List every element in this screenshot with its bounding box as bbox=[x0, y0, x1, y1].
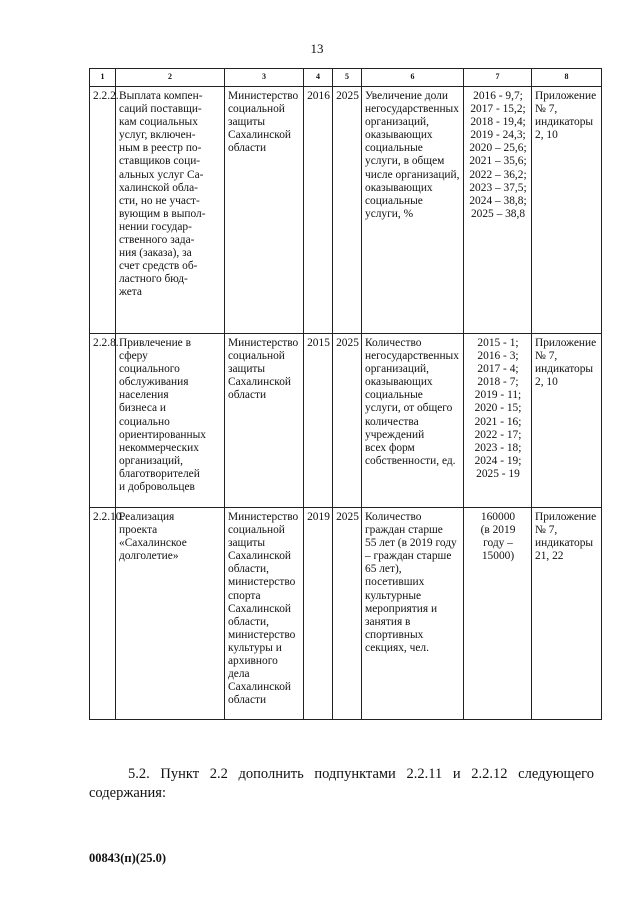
indicator-line: негосударственных bbox=[365, 350, 459, 363]
appendix-line: Приложение bbox=[535, 511, 597, 523]
col-header-7: 7 bbox=[464, 69, 532, 87]
indicator-line: всех форм bbox=[365, 441, 415, 454]
indicator-cell bbox=[362, 334, 464, 508]
event-line: кам социальных bbox=[119, 116, 198, 129]
values-line: 2020 – 25,6; bbox=[469, 142, 527, 155]
values-line: 2016 - 9,7; bbox=[473, 90, 523, 102]
indicator-line: организаций, bbox=[365, 116, 429, 129]
indicator-line: граждан старше bbox=[365, 524, 443, 537]
event-line: социального bbox=[119, 363, 180, 376]
indicator-line: Количество bbox=[365, 511, 422, 523]
end-year-cell: 2025 bbox=[333, 334, 362, 508]
col-header-2: 2 bbox=[116, 69, 225, 87]
executor-line: Сахалинской bbox=[228, 602, 292, 615]
indicator-line: числе организаций, bbox=[365, 168, 460, 181]
executor-line: Сахалинской bbox=[228, 376, 292, 389]
indicator-cell bbox=[362, 87, 464, 334]
start-year-cell: 2019 bbox=[304, 508, 333, 720]
indicator-line: посетивших bbox=[365, 576, 425, 589]
executor-line: архивного bbox=[228, 655, 278, 668]
executor-line: защиты bbox=[228, 116, 266, 129]
event-line: ния (заказа), за bbox=[119, 247, 192, 260]
event-line: некоммерческих bbox=[119, 441, 199, 454]
indicator-line: Количество bbox=[365, 337, 422, 349]
event-line: обслуживания bbox=[119, 376, 189, 389]
indicator-line: – граждан старше bbox=[365, 550, 452, 563]
event-line: сти, но не участ- bbox=[119, 194, 200, 207]
executor-line: Сахалинской bbox=[228, 681, 292, 694]
values-line: 2021 - 16; bbox=[474, 415, 522, 428]
event-cell bbox=[116, 87, 225, 334]
event-line: ным в реестр по- bbox=[119, 142, 202, 155]
indicator-line: культурные bbox=[365, 589, 422, 602]
event-line: проекта bbox=[119, 524, 158, 537]
appendix-line: 2, 10 bbox=[535, 129, 558, 142]
indicator-line: организаций, bbox=[365, 363, 429, 376]
executor-line: спорта bbox=[228, 589, 261, 602]
values-line: 2019 - 11; bbox=[474, 389, 522, 402]
indicator-line: оказывающих bbox=[365, 376, 433, 389]
indicator-line: негосударственных bbox=[365, 103, 459, 116]
indicator-cell bbox=[362, 508, 464, 720]
values-line: 2022 – 36,2; bbox=[469, 168, 527, 181]
event-line: жета bbox=[119, 286, 142, 299]
executor-cell bbox=[225, 508, 304, 720]
end-year-cell: 2025 bbox=[333, 508, 362, 720]
appendix-line: 2, 10 bbox=[535, 376, 558, 389]
event-line: социально bbox=[119, 415, 170, 428]
event-line: халинской обла- bbox=[119, 181, 198, 194]
executor-line: Министерство bbox=[228, 337, 299, 349]
event-line: населения bbox=[119, 389, 169, 402]
indicator-line: социальные bbox=[365, 389, 423, 402]
event-line: счет средств об- bbox=[119, 260, 198, 273]
table-row bbox=[90, 87, 602, 334]
appendix-cell bbox=[532, 508, 602, 720]
executor-line: области bbox=[228, 389, 267, 402]
event-line: Привлечение в bbox=[119, 337, 191, 349]
values-line: 2015 - 1; bbox=[477, 337, 519, 349]
event-line: бизнеса и bbox=[119, 402, 167, 415]
event-line: и добровольцев bbox=[119, 481, 195, 494]
indicator-line: мероприятия и bbox=[365, 602, 438, 615]
start-year-cell: 2015 bbox=[304, 334, 333, 508]
values-line: 2019 - 24,3; bbox=[470, 129, 526, 142]
values-line: 2018 - 19,4; bbox=[470, 116, 526, 129]
values-line: (в 2019 bbox=[480, 524, 516, 537]
program-table bbox=[89, 68, 602, 720]
executor-line: дела bbox=[228, 668, 250, 681]
indicator-line: количества bbox=[365, 415, 419, 428]
event-line: ставщиков соци- bbox=[119, 155, 201, 168]
executor-line: министерство bbox=[228, 628, 296, 641]
event-line: Выплата компен- bbox=[119, 90, 203, 102]
values-line: 2022 - 17; bbox=[474, 428, 522, 441]
document-code: 00843(п)(25.0) bbox=[89, 851, 166, 865]
values-line: году – bbox=[483, 537, 513, 550]
values-line: 2025 – 38,8 bbox=[470, 207, 526, 220]
values-cell bbox=[464, 508, 532, 720]
executor-line: Министерство bbox=[228, 511, 299, 523]
appendix-line: индикаторы bbox=[535, 363, 594, 376]
event-cell bbox=[116, 508, 225, 720]
col-header-3: 3 bbox=[225, 69, 304, 87]
table-row bbox=[90, 334, 602, 508]
event-line: услуг, включен- bbox=[119, 129, 196, 142]
values-cell bbox=[464, 87, 532, 334]
event-line: ориентированных bbox=[119, 428, 206, 441]
row-number: 2.2.8. bbox=[90, 334, 116, 508]
values-line: 160000 bbox=[480, 511, 516, 523]
col-header-6: 6 bbox=[362, 69, 464, 87]
appendix-line: № 7, bbox=[535, 350, 558, 363]
indicator-line: социальные bbox=[365, 194, 423, 207]
event-line: сферу bbox=[119, 350, 148, 363]
appendix-line: № 7, bbox=[535, 103, 558, 116]
values-cell bbox=[464, 334, 532, 508]
indicator-line: 65 лет), bbox=[365, 563, 402, 576]
event-line: альных услуг Са- bbox=[119, 168, 204, 181]
indicator-line: спортивных bbox=[365, 628, 424, 641]
values-line: 2025 - 19 bbox=[476, 467, 520, 480]
executor-line: области bbox=[228, 142, 267, 155]
values-line: 2021 – 35,6; bbox=[469, 155, 527, 168]
event-line: ственного зада- bbox=[119, 234, 195, 247]
indicator-line: социальные bbox=[365, 142, 423, 155]
indicator-line: услуги, % bbox=[365, 207, 414, 220]
indicator-line: собственности, ед. bbox=[365, 454, 456, 467]
col-header-5: 5 bbox=[333, 69, 362, 87]
executor-line: защиты bbox=[228, 537, 266, 550]
executor-line: Сахалинской bbox=[228, 550, 292, 563]
event-line: «Сахалинское bbox=[119, 537, 187, 550]
indicator-line: оказывающих bbox=[365, 129, 433, 142]
executor-line: культуры и bbox=[228, 641, 282, 654]
values-line: 2020 - 15; bbox=[474, 402, 522, 415]
values-line: 2023 – 37,5; bbox=[469, 181, 527, 194]
values-line: 2024 - 19; bbox=[474, 454, 522, 467]
row-number: 2.2.2. bbox=[90, 87, 116, 334]
executor-cell bbox=[225, 334, 304, 508]
executor-line: области bbox=[228, 694, 267, 707]
executor-line: социальной bbox=[228, 524, 285, 537]
executor-cell bbox=[225, 87, 304, 334]
end-year-cell: 2025 bbox=[333, 87, 362, 334]
indicator-line: оказывающих bbox=[365, 181, 433, 194]
event-cell bbox=[116, 334, 225, 508]
values-line: 2016 - 3; bbox=[477, 350, 519, 363]
appendix-line: Приложение bbox=[535, 90, 597, 102]
event-line: ластного бюд- bbox=[119, 273, 188, 286]
event-line: Реализация bbox=[119, 511, 175, 523]
executor-line: социальной bbox=[228, 103, 285, 116]
start-year-cell: 2016 bbox=[304, 87, 333, 334]
row-number: 2.2.10. bbox=[90, 508, 116, 720]
indicator-line: услуги, в общем bbox=[365, 155, 445, 168]
amendment-paragraph: 5.2. Пункт 2.2 дополнить подпунктами 2.2.11 и 2.2.12 следующего содержания: bbox=[89, 766, 594, 801]
appendix-line: № 7, bbox=[535, 524, 558, 537]
event-line: организаций, bbox=[119, 454, 183, 467]
executor-line: защиты bbox=[228, 363, 266, 376]
col-header-1: 1 bbox=[90, 69, 116, 87]
values-line: 2018 - 7; bbox=[477, 376, 519, 389]
executor-line: министерство bbox=[228, 576, 296, 589]
executor-line: Сахалинской bbox=[228, 129, 292, 142]
executor-line: Министерство bbox=[228, 90, 299, 102]
values-line: 2017 - 15,2; bbox=[470, 103, 526, 116]
page-number: 13 bbox=[310, 41, 324, 56]
appendix-cell bbox=[532, 334, 602, 508]
executor-line: области, bbox=[228, 563, 269, 576]
executor-line: социальной bbox=[228, 350, 285, 363]
event-line: долголетие» bbox=[119, 550, 179, 563]
event-line: вующим в выпол- bbox=[119, 207, 206, 220]
col-header-4: 4 bbox=[304, 69, 333, 87]
event-line: благотворителей bbox=[119, 467, 200, 480]
indicator-line: услуги, от общего bbox=[365, 402, 453, 415]
values-line: 2024 – 38,8; bbox=[469, 194, 527, 207]
event-line: саций поставщи- bbox=[119, 103, 202, 116]
appendix-line: индикаторы bbox=[535, 537, 594, 550]
indicator-line: секциях, чел. bbox=[365, 641, 429, 654]
appendix-line: Приложение bbox=[535, 337, 597, 349]
executor-line: области, bbox=[228, 615, 269, 628]
appendix-line: 21, 22 bbox=[535, 550, 564, 563]
event-line: нении государ- bbox=[119, 220, 192, 233]
values-line: 15000) bbox=[481, 550, 515, 563]
appendix-cell bbox=[532, 87, 602, 334]
indicator-line: 55 лет (в 2019 году bbox=[365, 537, 457, 550]
indicator-line: занятия в bbox=[365, 615, 411, 628]
indicator-line: Увеличение доли bbox=[365, 90, 448, 102]
values-line: 2023 - 18; bbox=[474, 441, 522, 454]
col-header-8: 8 bbox=[532, 69, 602, 87]
indicator-line: учреждений bbox=[365, 428, 425, 441]
table-row bbox=[90, 508, 602, 720]
values-line: 2017 - 4; bbox=[477, 363, 519, 376]
appendix-line: индикаторы bbox=[535, 116, 594, 129]
header-row bbox=[90, 69, 602, 87]
